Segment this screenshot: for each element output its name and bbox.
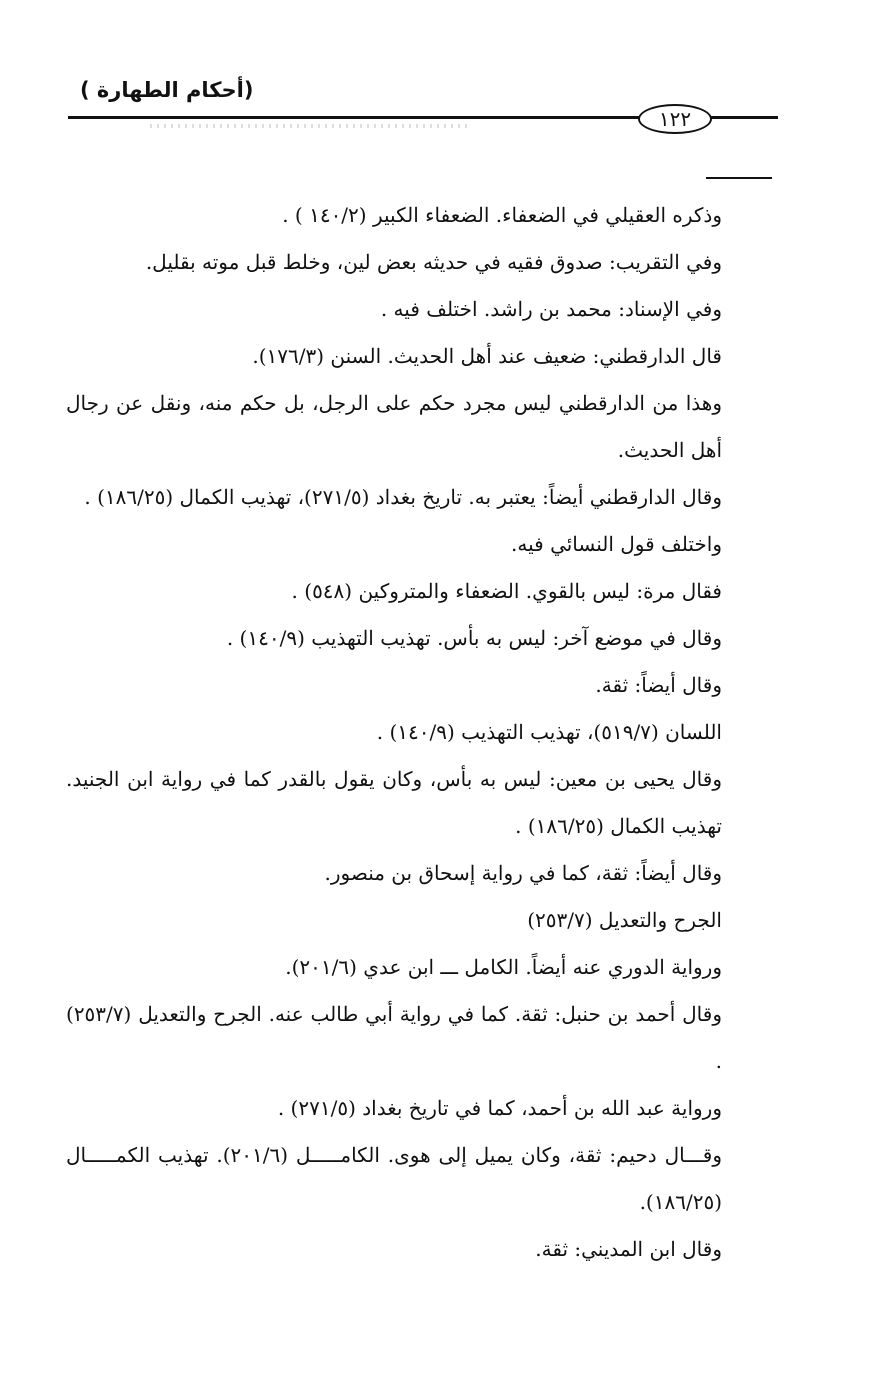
paragraph: وقال يحيى بن معين: ليس به بأس، وكان يقول بالقدر كما في رواية ابن الجنيد. تهذيب الكمال (١٨٦/٢٥) . bbox=[66, 767, 722, 838]
paragraph: وفي الإسناد: محمد بن راشد. اختلف فيه . bbox=[380, 297, 722, 321]
paragraph: وقال ابن المديني: ثقة. bbox=[535, 1237, 722, 1261]
paragraph: وقال في موضع آخر: ليس به بأس. تهذيب التهذيب (١٤٠/٩) . bbox=[226, 626, 722, 650]
main-text bbox=[66, 192, 774, 1273]
paragraph: الجرح والتعديل (٢٥٣/٧) bbox=[527, 908, 722, 932]
paragraph: وقال أيضاً: ثقة، كما في رواية إسحاق بن منصور. bbox=[324, 861, 722, 885]
paragraph: وقال أيضاً: ثقة. bbox=[595, 673, 722, 697]
paragraph: وذكره العقيلي في الضعفاء. الضعفاء الكبير (١٤٠/٢ ) . bbox=[282, 203, 722, 227]
page-number: ١٢٢ bbox=[658, 107, 692, 131]
paragraph: وهذا من الدارقطني ليس مجرد حكم على الرجل، بل حكم منه، ونقل عن رجال أهل الحديث. bbox=[66, 391, 722, 462]
paragraph: اللسان (٥١٩/٧)، تهذيب التهذيب (١٤٠/٩) . bbox=[376, 720, 722, 744]
scan-noise bbox=[150, 124, 470, 128]
paragraph: واختلف قول النسائي فيه. bbox=[511, 532, 722, 556]
section-separator-rule bbox=[706, 177, 772, 179]
paragraph: قال الدارقطني: ضعيف عند أهل الحديث. السنن (١٧٦/٣). bbox=[252, 344, 722, 368]
paragraph: وقال الدارقطني أيضاً: يعتبر به. تاريخ بغداد (٢٧١/٥)، تهذيب الكمال (١٨٦/٢٥) . bbox=[84, 485, 722, 509]
running-header-title: (أحكام الطهارة ) bbox=[80, 78, 254, 102]
paragraph: ورواية عبد الله بن أحمد، كما في تاريخ بغداد (٢٧١/٥) . bbox=[277, 1096, 722, 1120]
paragraph: وقـــال دحيم: ثقة، وكان يميل إلى هوى. الكامـــــل (٢٠١/٦). تهذيب الكمـــــال (١٨٦/٢٥). bbox=[66, 1143, 722, 1214]
paragraph: فقال مرة: ليس بالقوي. الضعفاء والمتروكين (٥٤٨) . bbox=[291, 579, 722, 603]
paragraph: وقال أحمد بن حنبل: ثقة. كما في رواية أبي طالب عنه. الجرح والتعديل (٢٥٣/٧) . bbox=[66, 1002, 722, 1073]
page-number-badge bbox=[638, 104, 712, 134]
paragraph: وفي التقريب: صدوق فقيه في حديثه بعض لين، وخلط قبل موته بقليل. bbox=[145, 250, 722, 274]
paragraph: ورواية الدوري عنه أيضاً. الكامل ـــ ابن عدي (٢٠١/٦). bbox=[285, 955, 722, 979]
